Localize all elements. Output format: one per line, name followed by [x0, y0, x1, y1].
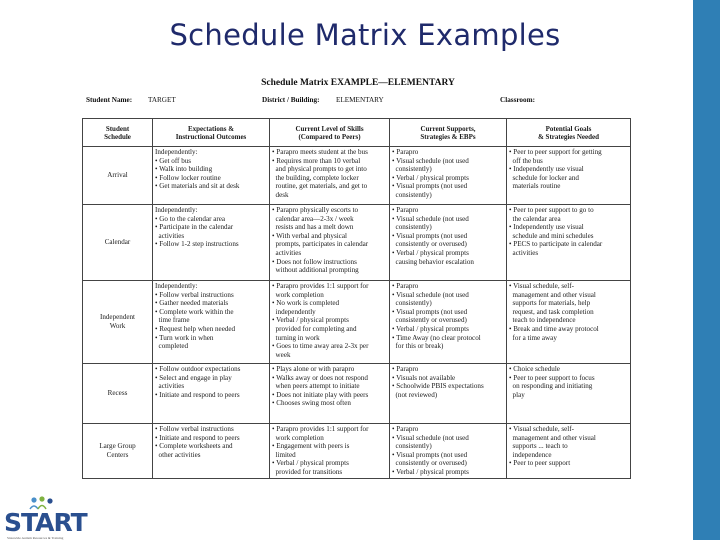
cell-line: • Visual schedule (not used [392, 214, 469, 223]
document-title: Schedule Matrix EXAMPLE—ELEMENTARY [261, 78, 455, 88]
cell-line: • Independently use visual [509, 165, 584, 174]
expectations-cell [153, 205, 270, 281]
cell-line: • With verbal and physical [272, 231, 347, 240]
cell-line: • Visual schedule (not used [392, 290, 469, 299]
cell-line: • Independently use visual [509, 223, 584, 232]
cell-line: • Visual schedule, self- [509, 425, 574, 433]
cell-line: • Visual schedule (not used [392, 433, 469, 442]
cell-line: • Follow locker routine [155, 173, 221, 182]
cell-line: • Choice schedule [509, 365, 560, 373]
cell-line: independently [272, 307, 316, 316]
cell-line: • Follow 1-2 step instructions [155, 240, 239, 249]
schedule-matrix-table [82, 118, 631, 479]
goals-cell [507, 205, 631, 281]
expectations-cell [153, 424, 270, 479]
cell-line: • Parapro [392, 365, 419, 373]
cell-line: management and other visual [509, 290, 596, 299]
schedule-cell: Calendar [83, 205, 153, 281]
cell-line: • Initiate and respond to peers [155, 433, 240, 442]
schedule-cell: Independent Work [83, 281, 153, 364]
classroom-label: Classroom: [500, 96, 536, 104]
cell-line: • Gather needed materials [155, 299, 229, 308]
cell-line: completed [155, 342, 189, 351]
supports-cell [390, 205, 507, 281]
cell-line: • Verbal / physical prompts [272, 316, 349, 325]
cell-line: • Schoolwide PBIS expectations [392, 382, 484, 391]
cell-line: Independently: [155, 282, 198, 290]
cell-line: request, and task completion [509, 307, 594, 316]
cell-line: teach to independence [509, 316, 576, 325]
cell-line: schedule for locker and [509, 173, 579, 182]
cell-line: resists and has a melt down [272, 223, 354, 232]
student-info-line [82, 96, 634, 109]
cell-line: • Verbal / physical prompts [392, 248, 469, 257]
accent-bar [692, 0, 720, 540]
cell-line: • Get off bus [155, 156, 192, 165]
logo-wordmark: START [4, 508, 87, 537]
cell-line: for a time away [509, 333, 557, 342]
cell-line: • Parapro meets student at the bus [272, 148, 368, 156]
cell-line: off the bus [509, 156, 543, 165]
cell-line: • Initiate and respond to peers [155, 390, 240, 399]
cell-line: consistently) [392, 165, 432, 174]
cell-line: provided for completing and [272, 324, 357, 333]
cell-line: • Parapro [392, 282, 419, 290]
cell-line: consistently) [392, 299, 432, 308]
district-label: District / Building: [262, 96, 320, 104]
cell-line: provided for transitions [272, 467, 343, 476]
cell-line: prompts, participates in calendar [272, 240, 369, 249]
student-name-label: Student Name: [86, 96, 133, 104]
cell-line: • Parapro [392, 425, 419, 433]
cell-line: consistently or overused) [392, 240, 467, 249]
cell-line: activities [155, 382, 185, 391]
supports-cell [390, 147, 507, 205]
cell-line: • Does not follow instructions [272, 257, 357, 266]
cell-line: materials routine [509, 182, 561, 191]
cell-line: other activities [155, 450, 201, 459]
cell-line: • Visual prompts (not used [392, 307, 468, 316]
cell-line: • Complete work within the [155, 307, 234, 316]
cell-line: • Requires more than 10 verbal [272, 156, 361, 165]
cell-line: • Participate in the calendar [155, 223, 234, 232]
cell-line: • Select and engage in play [155, 373, 232, 382]
expectations-cell [153, 147, 270, 205]
cell-line: without additional prompting [272, 266, 359, 275]
cell-line: work completion [272, 290, 324, 299]
cell-line: • Follow outdoor expectations [155, 365, 241, 373]
cell-line: • Plays alone or with parapro [272, 365, 355, 373]
skills-cell [270, 364, 390, 424]
cell-line: • No work is completed [272, 299, 340, 308]
cell-line: • Parapro provides 1:1 support for [272, 425, 369, 433]
supports-cell [390, 364, 507, 424]
cell-line: • Parapro [392, 206, 419, 214]
cell-line: play [509, 390, 525, 399]
cell-line: • Parapro physically escorts to [272, 206, 359, 214]
goals-cell [507, 424, 631, 479]
cell-line: consistently or overused) [392, 316, 467, 325]
table-row [83, 424, 631, 479]
cell-line: activities [155, 231, 185, 240]
cell-line: turning in work [272, 333, 320, 342]
cell-line: • Peer to peer support for getting [509, 148, 602, 156]
cell-line: • Visuals not available [392, 373, 456, 382]
cell-line: • Visual prompts (not used [392, 182, 468, 191]
cell-line: week [272, 350, 291, 359]
goals-cell [507, 281, 631, 364]
schedule-cell: Arrival [83, 147, 153, 205]
cell-line: • Engagement with peers is [272, 442, 350, 451]
cell-line: limited [272, 450, 296, 459]
goals-cell [507, 364, 631, 424]
cell-line: when peers attempt to initiate [272, 382, 360, 391]
expectations-cell [153, 281, 270, 364]
supports-cell [390, 281, 507, 364]
cell-line: causing behavior escalation [392, 257, 474, 266]
cell-line: • Verbal / physical prompts [392, 467, 469, 476]
cell-line: • Turn work in when [155, 333, 214, 342]
column-header: Current Level of Skills (Compared to Peers) [270, 119, 390, 147]
cell-line: • Get materials and sit at desk [155, 182, 240, 191]
slide-title: Schedule Matrix Examples [169, 18, 561, 52]
cell-line: activities [272, 248, 302, 257]
cell-line: and physical prompts to get into [272, 165, 367, 174]
cell-line: • Parapro provides 1:1 support for [272, 282, 369, 290]
cell-line: Independently: [155, 148, 198, 156]
cell-line: • Follow verbal instructions [155, 290, 234, 299]
cell-line: consistently or overused) [392, 459, 467, 468]
cell-line: • Request help when needed [155, 324, 236, 333]
cell-line: • Peer to peer support to focus [509, 373, 595, 382]
cell-line: work completion [272, 433, 324, 442]
cell-line: • Visual prompts (not used [392, 231, 468, 240]
cell-line: • Visual schedule (not used [392, 156, 469, 165]
cell-line: • Verbal / physical prompts [392, 324, 469, 333]
cell-line: independence [509, 450, 552, 459]
cell-line: • Peer to peer support [509, 459, 571, 468]
schedule-cell: Large Group Centers [83, 424, 153, 479]
cell-line: calendar area—2-3x / week [272, 214, 354, 223]
cell-line: supports for materials, help [509, 299, 591, 308]
cell-line: • Complete worksheets and [155, 442, 233, 451]
table-row [83, 147, 631, 205]
table-row [83, 281, 631, 364]
start-logo [4, 496, 87, 540]
district-value: ELEMENTARY [336, 96, 384, 104]
cell-line: (not reviewed) [392, 390, 438, 399]
cell-line: the calendar area [509, 214, 561, 223]
skills-cell [270, 424, 390, 479]
cell-line: • Parapro [392, 148, 419, 156]
cell-line: • Does not initiate play with peers [272, 390, 369, 399]
cell-line: Independently: [155, 206, 198, 214]
cell-line: • Follow verbal instructions [155, 425, 234, 433]
cell-line: • Verbal / physical prompts [272, 459, 349, 468]
cell-line: • Time Away (no clear protocol [392, 333, 481, 342]
cell-line: • Goes to time away area 2-3x per [272, 342, 369, 351]
supports-cell [390, 424, 507, 479]
column-header: Current Supports, Strategies & EBPs [390, 119, 507, 147]
cell-line: consistently) [392, 223, 432, 232]
cell-line: time frame [155, 316, 190, 325]
student-name-value: TARGET [148, 96, 176, 104]
cell-line: • PECS to participate in calendar [509, 240, 603, 249]
skills-cell [270, 147, 390, 205]
cell-line: • Walk into building [155, 165, 213, 174]
schedule-cell: Recess [83, 364, 153, 424]
cell-line: • Visual schedule, self- [509, 282, 574, 290]
column-header: Potential Goals & Strategies Needed [507, 119, 631, 147]
skills-cell [270, 205, 390, 281]
cell-line: consistently) [392, 190, 432, 199]
cell-line: • Visual prompts (not used [392, 450, 468, 459]
cell-line: • Verbal / physical prompts [392, 173, 469, 182]
cell-line: on responding and initiating [509, 382, 593, 391]
goals-cell [507, 147, 631, 205]
skills-cell [270, 281, 390, 364]
cell-line: • Chooses swing most often [272, 399, 351, 408]
document-header [82, 78, 634, 109]
column-header: Expectations & Instructional Outcomes [153, 119, 270, 147]
table-row [83, 364, 631, 424]
column-header: Student Schedule [83, 119, 153, 147]
cell-line: • Peer to peer support to go to [509, 206, 594, 214]
cell-line: schedule and mini schedules [509, 231, 594, 240]
cell-line: the building, complete locker [272, 173, 359, 182]
cell-line: desk [272, 190, 289, 199]
cell-line: activities [509, 248, 539, 257]
cell-line: routine, get materials, and get to [272, 182, 368, 191]
cell-line: supports ... teach to [509, 442, 568, 451]
logo-tagline: Statewide Autism Resources & Training [7, 536, 64, 540]
cell-line: for this or break) [392, 342, 444, 351]
table-header-row [83, 119, 631, 147]
cell-line: management and other visual [509, 433, 596, 442]
cell-line: • Go to the calendar area [155, 214, 226, 223]
cell-line: consistently) [392, 442, 432, 451]
table-row [83, 205, 631, 281]
cell-line: • Walks away or does not respond [272, 373, 368, 382]
expectations-cell [153, 364, 270, 424]
cell-line: • Break and time away protocol [509, 324, 599, 333]
